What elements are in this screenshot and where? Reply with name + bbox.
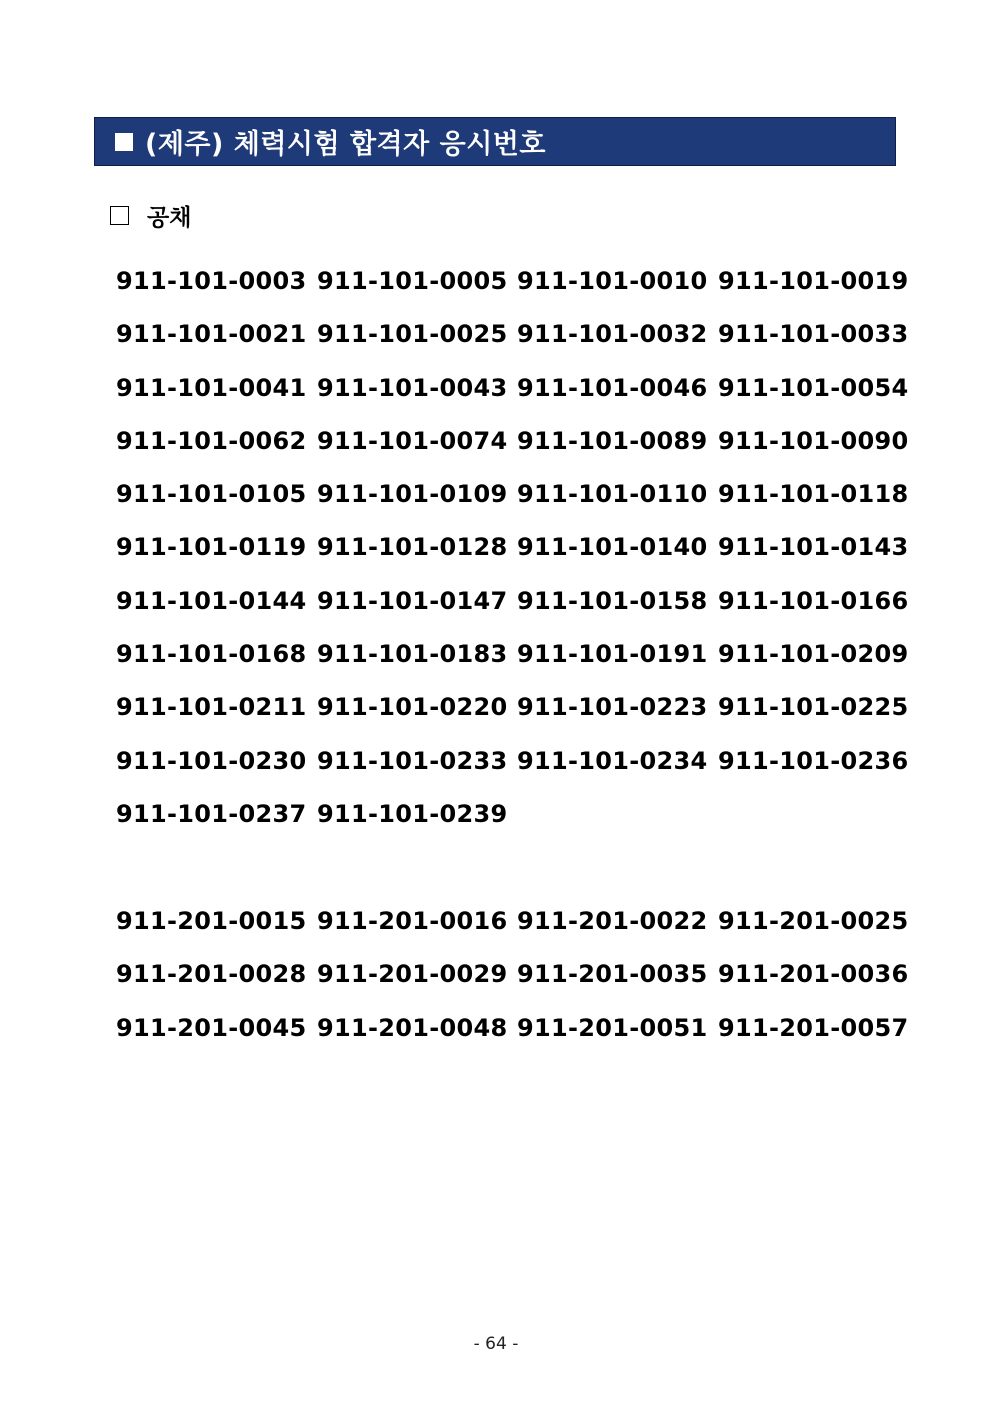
exam-number: 911-101-0043 (317, 373, 508, 402)
exam-number: 911-101-0168 (116, 640, 307, 669)
exam-number: 911-101-0147 (317, 586, 508, 615)
page-number: - 64 - (473, 1334, 519, 1354)
exam-number: 911-101-0074 (317, 426, 508, 455)
exam-number: 911-101-0183 (317, 640, 508, 669)
exam-number: 911-101-0062 (116, 426, 307, 455)
exam-number: 911-201-0025 (718, 907, 909, 935)
exam-number: 911-101-0005 (317, 267, 508, 295)
exam-number: 911-101-0054 (718, 373, 909, 402)
exam-number: 911-101-0033 (718, 320, 909, 349)
exam-number: 911-101-0236 (718, 746, 909, 775)
exam-number: 911-101-0118 (718, 480, 909, 509)
exam-number: 911-101-0089 (517, 426, 708, 455)
exam-number: 911-101-0128 (317, 533, 508, 562)
exam-number: 911-101-0225 (718, 693, 909, 722)
exam-number: 911-101-0019 (718, 267, 909, 295)
exam-number: 911-101-0105 (116, 480, 307, 509)
exam-number: 911-101-0191 (517, 640, 708, 669)
exam-number: 911-201-0035 (517, 960, 708, 989)
exam-number: 911-201-0015 (116, 907, 307, 935)
exam-number: 911-101-0158 (517, 586, 708, 615)
exam-number: 911-101-0110 (517, 480, 708, 509)
exam-number: 911-101-0166 (718, 586, 909, 615)
exam-number: 911-201-0057 (718, 1013, 909, 1042)
filled-square-icon (115, 133, 133, 151)
exam-number: 911-101-0140 (517, 533, 708, 562)
section-heading (110, 200, 191, 230)
exam-number-list-201 (116, 903, 918, 1063)
exam-number: 911-101-0144 (116, 586, 307, 615)
exam-number: 911-101-0090 (718, 426, 909, 455)
exam-number: 911-101-0021 (116, 320, 307, 349)
exam-number: 911-201-0028 (116, 960, 307, 989)
exam-number: 911-101-0041 (116, 373, 307, 402)
exam-number: 911-201-0016 (317, 907, 508, 935)
exam-number-list-101 (116, 263, 918, 849)
exam-number: 911-101-0237 (116, 799, 307, 828)
exam-number: 911-101-0119 (116, 533, 307, 562)
exam-number: 911-101-0233 (317, 746, 508, 775)
exam-number: 911-101-0234 (517, 746, 708, 775)
exam-number: 911-101-0032 (517, 320, 708, 349)
exam-number: 911-201-0022 (517, 907, 708, 935)
page-title: (제주) 체력시험 합격자 응시번호 (145, 129, 546, 160)
exam-number: 911-201-0051 (517, 1013, 708, 1042)
exam-number: 911-201-0029 (317, 960, 508, 989)
exam-number: 911-101-0239 (317, 799, 508, 828)
section-title-bar (94, 117, 896, 166)
empty-square-icon (110, 206, 129, 225)
exam-number: 911-101-0209 (718, 640, 909, 669)
exam-number: 911-101-0109 (317, 480, 508, 509)
section-label: 공채 (147, 204, 192, 231)
exam-number: 911-101-0025 (317, 320, 508, 349)
exam-number: 911-101-0010 (517, 267, 708, 295)
exam-number: 911-101-0003 (116, 267, 307, 295)
exam-number: 911-101-0046 (517, 373, 708, 402)
exam-number: 911-101-0230 (116, 746, 307, 775)
exam-number: 911-201-0048 (317, 1013, 508, 1042)
exam-number: 911-201-0036 (718, 960, 909, 989)
exam-number: 911-201-0045 (116, 1013, 307, 1042)
exam-number: 911-101-0143 (718, 533, 909, 562)
exam-number: 911-101-0211 (116, 693, 307, 722)
exam-number: 911-101-0220 (317, 693, 508, 722)
exam-number: 911-101-0223 (517, 693, 708, 722)
